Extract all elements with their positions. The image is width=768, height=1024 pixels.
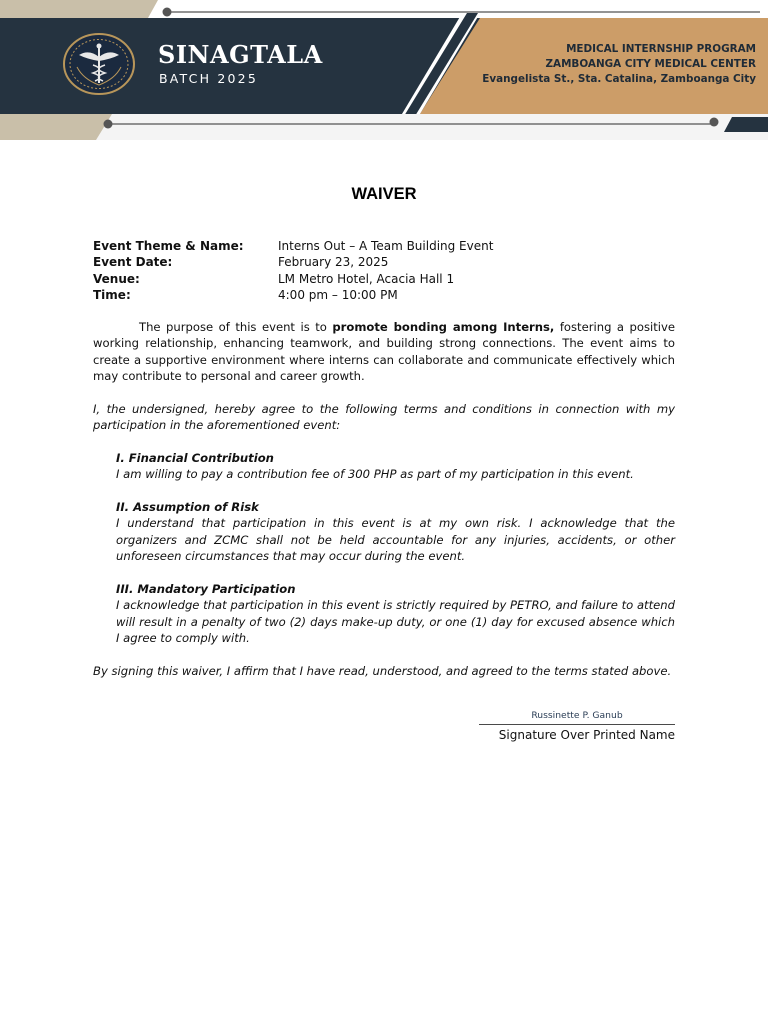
signature-block: [479, 709, 675, 744]
event-name-row: [93, 238, 675, 254]
caduceus-seal-icon: [63, 33, 135, 95]
purpose-text-end: fostering a positive working relationship, enhancing teamwork, and building strong connections. The event aims to create a supportive environment where interns can collaborate and communicate effectively which may contribute to personal and career growth.: [93, 320, 675, 384]
detail-label: Venue:: [93, 271, 140, 286]
section-heading: III. Mandatory Participation: [116, 582, 296, 596]
section-assumption-of-risk: [116, 499, 675, 565]
program-name: MEDICAL INTERNSHIP PROGRAM: [566, 43, 756, 55]
purpose-emphasis: promote bonding among Interns,: [332, 320, 555, 334]
signature-line: [479, 724, 675, 725]
event-details: [93, 238, 675, 304]
brand-name: SINAGTALA: [158, 40, 323, 69]
signatory-name: Russinette P. Ganub: [531, 710, 623, 721]
event-date-row: [93, 254, 675, 270]
header-banner: [0, 0, 768, 140]
detail-label: Time:: [93, 288, 131, 303]
detail-label: Event Date:: [93, 255, 173, 270]
detail-value: Interns Out – A Team Building Event: [278, 239, 494, 253]
organization-info: [426, 42, 756, 87]
venue-row: [93, 271, 675, 287]
agreement-intro: I, the undersigned, hereby agree to the following terms and conditions in connection with my participation in the aforementioned event:: [93, 402, 675, 433]
document-title: WAIVER: [351, 185, 417, 203]
detail-value: February 23, 2025: [278, 255, 389, 270]
purpose-text-start: The purpose of this event is to: [139, 320, 333, 334]
section-text: I understand that participation in this event is at my own risk. I acknowledge that the organizers and ZCMC shall not be held accountable for any injuries, accidents, or other unforeseen circumstances that may occur during the event.: [116, 516, 675, 564]
time-row: [93, 287, 675, 303]
section-mandatory-participation: [116, 581, 675, 647]
section-text: I am willing to pay a contribution fee of 300 PHP as part of my participation in this event.: [116, 467, 634, 482]
brand-batch: BATCH 2025: [159, 71, 258, 86]
signature-caption: Signature Over Printed Name: [498, 728, 675, 742]
detail-label: Event Theme & Name:: [93, 239, 244, 253]
beige-bottom-band: [0, 114, 112, 140]
detail-value: 4:00 pm – 10:00 PM: [278, 288, 398, 303]
beige-top-band: [0, 0, 158, 18]
affirmation-statement: By signing this waiver, I affirm that I have read, understood, and agreed to the terms stated above.: [93, 664, 672, 678]
section-text: I acknowledge that participation in this event is strictly required by PETRO, and failure to attend will result in a penalty of two (2) days make-up duty, or one (1) day for excused absence which I agree to comply with.: [116, 598, 675, 646]
section-financial-contribution: [116, 450, 675, 483]
section-heading: II. Assumption of Risk: [116, 500, 259, 514]
section-heading: I. Financial Contribution: [116, 451, 274, 465]
detail-value: LM Metro Hotel, Acacia Hall 1: [278, 271, 455, 286]
hospital-address: Evangelista St., Sta. Catalina, Zamboanga City: [482, 73, 756, 85]
hospital-name: ZAMBOANGA CITY MEDICAL CENTER: [545, 58, 756, 70]
purpose-paragraph: [93, 319, 675, 385]
